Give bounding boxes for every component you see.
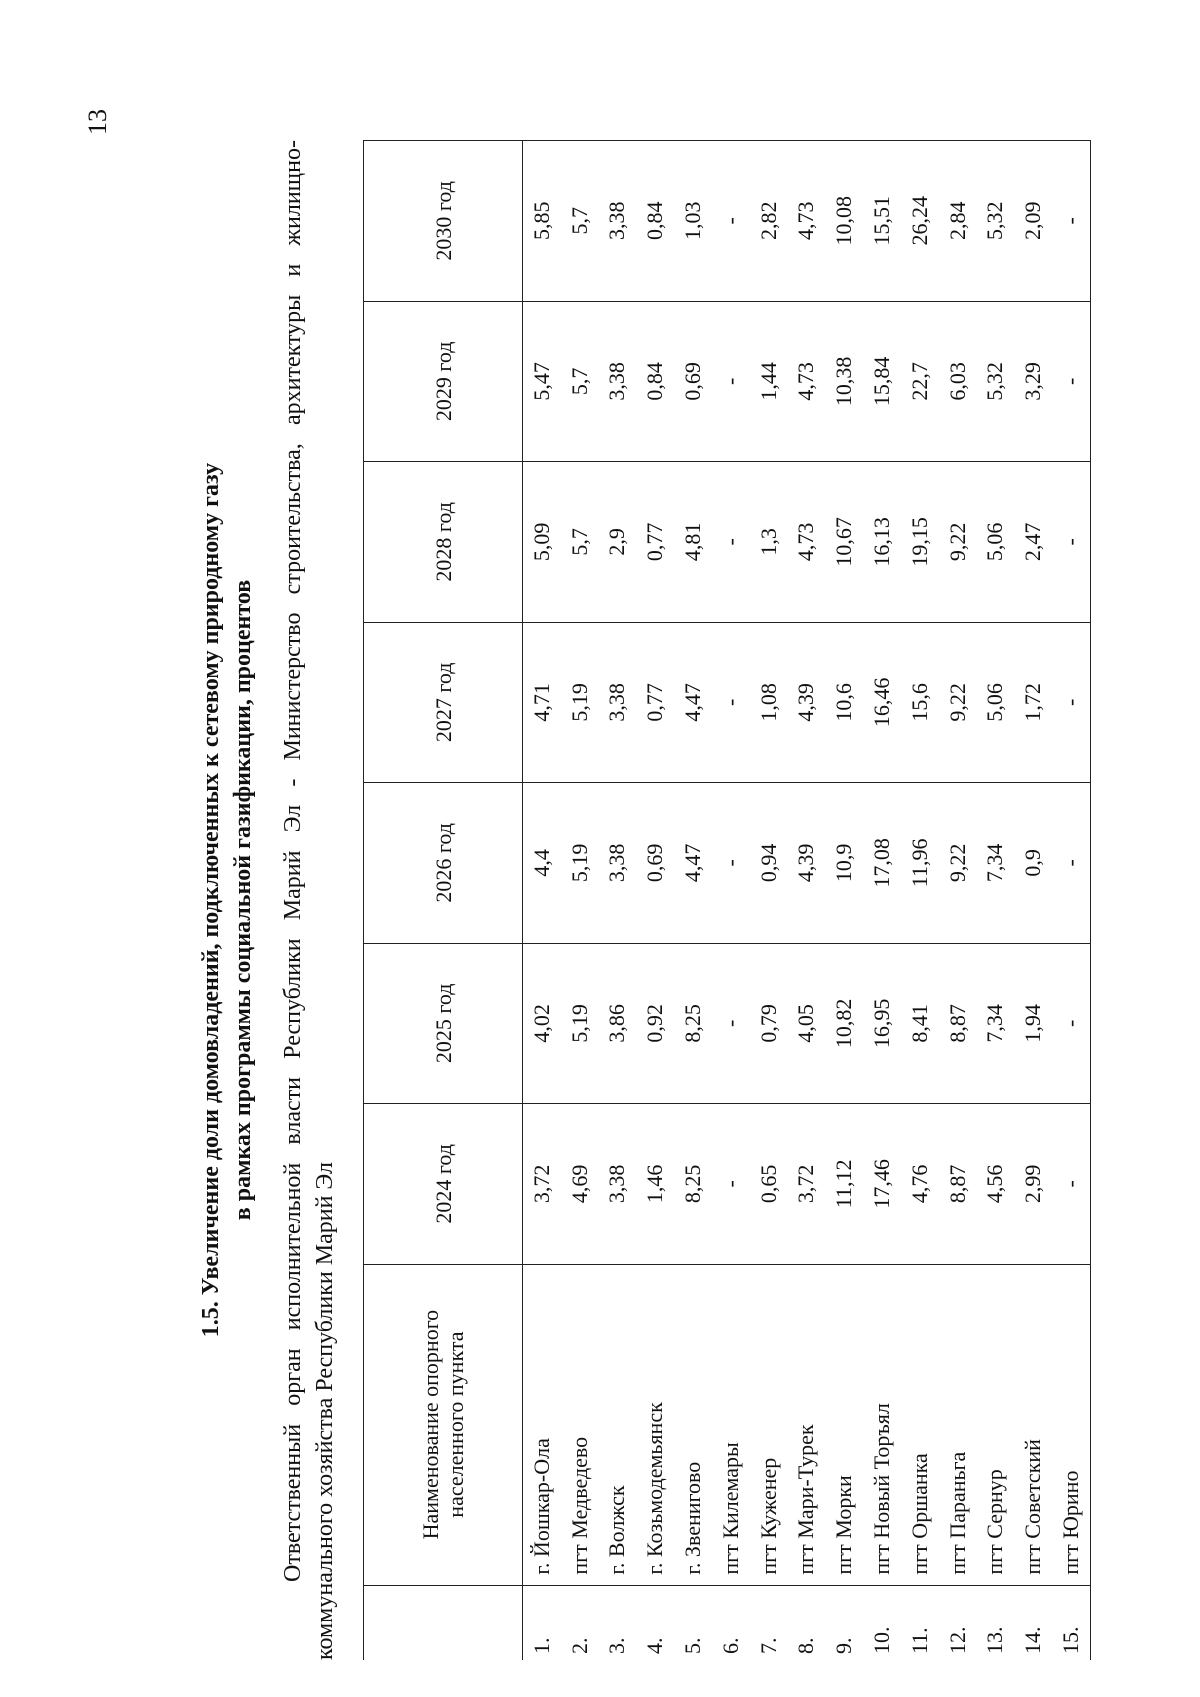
value-cell: 5,09 [523, 462, 561, 623]
value-cell: 26,24 [901, 141, 939, 302]
value-cell: 5,32 [977, 141, 1015, 302]
row-number: 2. [561, 1585, 599, 1660]
settlement-name: пгт Советский [1014, 1264, 1052, 1585]
value-cell: 2,47 [1014, 462, 1052, 623]
value-cell: 4,73 [788, 141, 826, 302]
row-number: 8. [788, 1585, 826, 1660]
header-year-4: 2026 год [364, 783, 523, 944]
value-cell: 16,13 [863, 462, 901, 623]
row-number: 4. [636, 1585, 674, 1660]
row-number: 6. [712, 1585, 750, 1660]
value-cell: 0,69 [674, 301, 712, 462]
value-cell: 2,84 [939, 141, 977, 302]
row-number: 3. [599, 1585, 637, 1660]
row-number: 1. [523, 1585, 561, 1660]
settlement-name: пгт Мари-Турек [788, 1264, 826, 1585]
value-cell: 15,51 [863, 141, 901, 302]
settlement-name: г. Волжск [599, 1264, 637, 1585]
settlement-name: пгт Килемары [712, 1264, 750, 1585]
value-cell: 5,7 [561, 301, 599, 462]
value-cell: 16,46 [863, 622, 901, 783]
value-cell: 5,47 [523, 301, 561, 462]
settlement-name: пгт Новый Торъял [863, 1264, 901, 1585]
value-cell: 9,22 [939, 462, 977, 623]
value-cell: 3,38 [599, 1104, 637, 1265]
table-row [1052, 141, 1090, 1661]
value-cell: 1,46 [636, 1104, 674, 1265]
value-cell: 2,99 [1014, 1104, 1052, 1265]
value-cell: 11,96 [901, 783, 939, 944]
value-cell: 8,25 [674, 1104, 712, 1265]
value-cell: 8,87 [939, 943, 977, 1104]
header-year-5: 2027 год [364, 622, 523, 783]
row-number: 11. [901, 1585, 939, 1660]
table-row [901, 141, 939, 1661]
header-number [364, 1585, 523, 1660]
table-row [977, 141, 1015, 1661]
settlement-name: пгт Сернур [977, 1264, 1015, 1585]
table-row [523, 141, 561, 1661]
section-title [195, 140, 259, 1660]
table-row [636, 141, 674, 1661]
value-cell: 0,69 [636, 783, 674, 944]
value-cell: 11,12 [825, 1104, 863, 1265]
row-number: 15. [1052, 1585, 1090, 1660]
row-number: 5. [674, 1585, 712, 1660]
value-cell: 3,38 [599, 622, 637, 783]
table-row [788, 141, 826, 1661]
row-number: 10. [863, 1585, 901, 1660]
row-number: 7. [750, 1585, 788, 1660]
value-cell: 4,69 [561, 1104, 599, 1265]
table-row [750, 141, 788, 1661]
value-cell: - [712, 301, 750, 462]
value-cell: 0,65 [750, 1104, 788, 1265]
value-cell: 19,15 [901, 462, 939, 623]
rotated-page-content [195, 140, 1200, 1660]
settlement-name: пгт Медведево [561, 1264, 599, 1585]
value-cell: - [712, 1104, 750, 1265]
value-cell: 5,19 [561, 622, 599, 783]
value-cell: 4,56 [977, 1104, 1015, 1265]
value-cell: 15,6 [901, 622, 939, 783]
settlement-name: г. Козьмодемьянск [636, 1264, 674, 1585]
value-cell: 4,05 [788, 943, 826, 1104]
value-cell: 0,9 [1014, 783, 1052, 944]
settlement-name: г. Йошкар-Ола [523, 1264, 561, 1585]
value-cell: 4,47 [674, 783, 712, 944]
settlement-name: пгт Оршанка [901, 1264, 939, 1585]
value-cell: 5,06 [977, 622, 1015, 783]
settlement-name: пгт Куженер [750, 1264, 788, 1585]
value-cell: 0,94 [750, 783, 788, 944]
value-cell: 0,92 [636, 943, 674, 1104]
value-cell: 0,77 [636, 462, 674, 623]
value-cell: 5,19 [561, 943, 599, 1104]
value-cell: 1,03 [674, 141, 712, 302]
value-cell: 5,32 [977, 301, 1015, 462]
value-cell: 2,82 [750, 141, 788, 302]
row-number: 14. [1014, 1585, 1052, 1660]
value-cell: 4,02 [523, 943, 561, 1104]
header-settlement-name: Наименование опорного населенного пункта [364, 1264, 523, 1585]
value-cell: - [1052, 783, 1090, 944]
value-cell: 4,81 [674, 462, 712, 623]
table-row [712, 141, 750, 1661]
value-cell: 10,9 [825, 783, 863, 944]
page-number: 13 [83, 109, 112, 135]
value-cell: 1,94 [1014, 943, 1052, 1104]
value-cell: - [712, 622, 750, 783]
responsible-text: Ответственный орган исполнительной власти Республики Марий Эл - Министерство строительства, архитектуры и жилищно-коммунального хозяйства Республики Марий Эл [280, 140, 338, 1660]
value-cell: 4,39 [788, 783, 826, 944]
value-cell: 5,7 [561, 462, 599, 623]
table-row [599, 141, 637, 1661]
value-cell: 3,72 [788, 1104, 826, 1265]
table-row [1014, 141, 1052, 1661]
value-cell: 10,67 [825, 462, 863, 623]
value-cell: 1,72 [1014, 622, 1052, 783]
title-line-2: в рамках программы социальной газификации, процентов [230, 579, 256, 1221]
value-cell: 5,85 [523, 141, 561, 302]
value-cell: 15,84 [863, 301, 901, 462]
value-cell: 7,34 [977, 783, 1015, 944]
value-cell: 10,82 [825, 943, 863, 1104]
value-cell: 5,06 [977, 462, 1015, 623]
title-line-1: 1.5. Увеличение доли домовладений, подключенных к сетевому природному газу [198, 462, 224, 1338]
value-cell: 10,6 [825, 622, 863, 783]
value-cell: 0,77 [636, 622, 674, 783]
value-cell: - [1052, 301, 1090, 462]
value-cell: 3,38 [599, 783, 637, 944]
value-cell: 2,09 [1014, 141, 1052, 302]
value-cell: 6,03 [939, 301, 977, 462]
value-cell: - [1052, 1104, 1090, 1265]
value-cell: - [1052, 622, 1090, 783]
value-cell: 17,46 [863, 1104, 901, 1265]
value-cell: 0,84 [636, 141, 674, 302]
value-cell: 9,22 [939, 783, 977, 944]
table-row [561, 141, 599, 1661]
header-year-3: 2025 год [364, 943, 523, 1104]
value-cell: - [712, 462, 750, 623]
settlement-name: г. Звенигово [674, 1264, 712, 1585]
value-cell: 4,71 [523, 622, 561, 783]
value-cell: 10,38 [825, 301, 863, 462]
settlement-name: пгт Морки [825, 1264, 863, 1585]
value-cell: - [712, 943, 750, 1104]
value-cell: 8,25 [674, 943, 712, 1104]
value-cell: 8,87 [939, 1104, 977, 1265]
header-year-7: 2029 год [364, 301, 523, 462]
value-cell: 3,38 [599, 301, 637, 462]
header-year-8: 2030 год [364, 141, 523, 302]
settlement-name: пгт Юрино [1052, 1264, 1090, 1585]
table-row [674, 141, 712, 1661]
value-cell: 4,39 [788, 622, 826, 783]
value-cell: 17,08 [863, 783, 901, 944]
value-cell: 3,86 [599, 943, 637, 1104]
value-cell: 4,73 [788, 301, 826, 462]
value-cell: - [1052, 943, 1090, 1104]
value-cell: 5,19 [561, 783, 599, 944]
value-cell: 2,9 [599, 462, 637, 623]
row-number: 12. [939, 1585, 977, 1660]
value-cell: - [1052, 141, 1090, 302]
value-cell: 4,73 [788, 462, 826, 623]
value-cell: 1,3 [750, 462, 788, 623]
table-row [863, 141, 901, 1661]
header-year-6: 2028 год [364, 462, 523, 623]
value-cell: - [712, 141, 750, 302]
responsible-authority-text [277, 140, 341, 1660]
value-cell: 3,38 [599, 141, 637, 302]
value-cell: 9,22 [939, 622, 977, 783]
value-cell: - [1052, 462, 1090, 623]
value-cell: 22,7 [901, 301, 939, 462]
settlement-name: пгт Параньга [939, 1264, 977, 1585]
value-cell: 0,79 [750, 943, 788, 1104]
table-body [523, 141, 1091, 1661]
value-cell: 4,4 [523, 783, 561, 944]
value-cell: 8,41 [901, 943, 939, 1104]
value-cell: - [712, 783, 750, 944]
value-cell: 16,95 [863, 943, 901, 1104]
table-header-row [364, 141, 523, 1661]
table-row [939, 141, 977, 1661]
value-cell: 5,7 [561, 141, 599, 302]
value-cell: 3,72 [523, 1104, 561, 1265]
value-cell: 4,76 [901, 1104, 939, 1265]
table-row [825, 141, 863, 1661]
value-cell: 7,34 [977, 943, 1015, 1104]
value-cell: 1,08 [750, 622, 788, 783]
value-cell: 10,08 [825, 141, 863, 302]
row-number: 9. [825, 1585, 863, 1660]
value-cell: 1,44 [750, 301, 788, 462]
value-cell: 0,84 [636, 301, 674, 462]
header-year-2: 2024 год [364, 1104, 523, 1265]
row-number: 13. [977, 1585, 1015, 1660]
value-cell: 3,29 [1014, 301, 1052, 462]
gasification-table [363, 140, 1091, 1660]
value-cell: 4,47 [674, 622, 712, 783]
